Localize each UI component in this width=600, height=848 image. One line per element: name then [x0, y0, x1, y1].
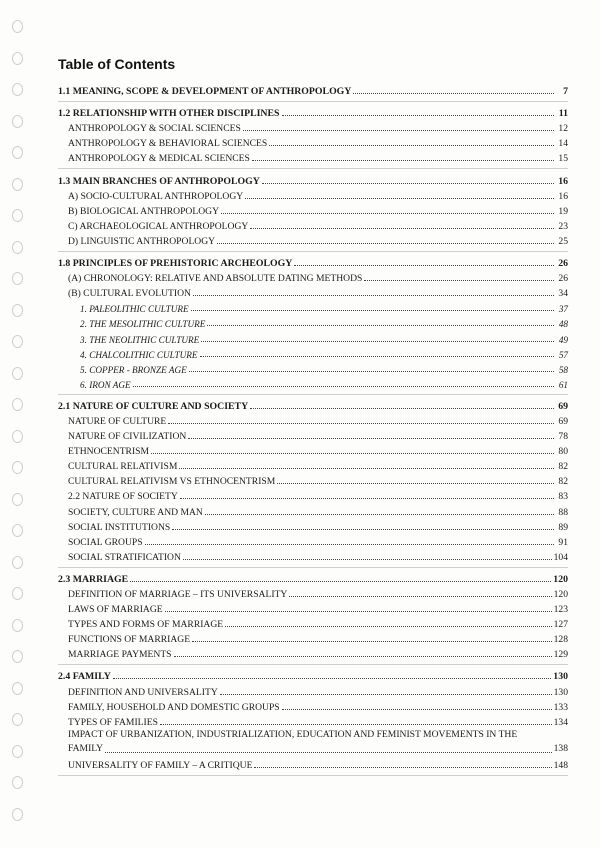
dot-leader [262, 183, 554, 184]
toc-entry-label: CULTURAL RELATIVISM VS ETHNOCENTRISM [68, 476, 276, 488]
toc-section [58, 80, 568, 102]
toc-entry[interactable] [58, 232, 568, 247]
toc-page-number: 82 [558, 461, 568, 473]
dot-leader [193, 295, 554, 296]
toc-section [58, 568, 568, 666]
toc-entry[interactable] [58, 682, 568, 697]
binding-holes [8, 20, 30, 840]
punch-hole [12, 335, 23, 348]
punch-hole [12, 524, 23, 537]
toc-entry[interactable] [58, 756, 568, 771]
toc-page-number: 128 [553, 634, 568, 646]
toc-heading[interactable] [58, 397, 568, 412]
toc-heading[interactable] [58, 570, 568, 585]
toc-entry-label: SOCIAL INSTITUTIONS [68, 521, 171, 533]
punch-hole [12, 776, 23, 789]
dot-leader [225, 626, 551, 627]
toc-entry-label: 1.1 MEANING, SCOPE & DEVELOPMENT OF ANTHROPOLOGY [58, 86, 352, 98]
toc-entry-label: 1.2 RELATIONSHIP WITH OTHER DISCIPLINES [58, 108, 280, 120]
toc-page-number: 49 [558, 334, 568, 345]
toc-page-number: 25 [558, 235, 568, 247]
dot-leader [289, 596, 551, 597]
toc-page-number: 19 [558, 205, 568, 217]
dot-leader [189, 371, 554, 372]
toc-entry[interactable] [58, 585, 568, 600]
toc-entry-label: C) ARCHAEOLOGICAL ANTHROPOLOGY [68, 220, 249, 232]
toc-entry-label: 2. THE MESOLITHIC CULTURE [80, 319, 206, 330]
punch-hole [12, 430, 23, 443]
toc-page-number: 91 [558, 536, 568, 548]
toc-page-number: 37 [558, 304, 568, 315]
toc-entry-label: 6. IRON AGE [80, 379, 131, 390]
toc-entry[interactable] [58, 533, 568, 548]
toc-entry[interactable] [58, 202, 568, 217]
punch-hole [12, 304, 23, 317]
toc-entry[interactable] [58, 217, 568, 232]
dot-leader [217, 243, 554, 244]
toc-heading[interactable] [58, 254, 568, 269]
dot-leader [201, 341, 554, 342]
punch-hole [12, 682, 23, 695]
toc-entry[interactable] [58, 548, 568, 563]
toc-page-number: 129 [553, 649, 568, 661]
punch-hole [12, 493, 23, 506]
dot-leader [174, 656, 552, 657]
toc-page-number: 123 [553, 604, 568, 616]
punch-hole [12, 461, 23, 474]
toc-entry[interactable] [58, 472, 568, 487]
toc-entry-label: FUNCTIONS OF MARRIAGE [68, 634, 191, 646]
toc-entry-label: 2.4 FAMILY [58, 671, 111, 683]
punch-hole [12, 20, 23, 33]
punch-hole [12, 556, 23, 569]
toc-entry[interactable] [58, 360, 568, 375]
toc-page-number: 134 [553, 716, 568, 728]
toc-entry-label: DEFINITION OF MARRIAGE – ITS UNIVERSALITY [68, 589, 288, 600]
dot-leader [180, 498, 554, 499]
dot-leader [168, 423, 554, 424]
toc-page-number: 34 [558, 288, 568, 300]
toc-page-number: 104 [553, 551, 568, 563]
toc-page-number: 83 [558, 491, 568, 503]
toc-entry-label: DEFINITION AND UNIVERSALITY [68, 686, 218, 698]
dot-leader [277, 483, 554, 484]
punch-hole [12, 713, 23, 726]
toc-entry[interactable] [58, 457, 568, 472]
toc-page-number: 130 [553, 671, 568, 683]
toc-entry[interactable] [58, 645, 568, 660]
punch-hole [12, 209, 23, 222]
punch-hole [12, 619, 23, 632]
dot-leader [145, 544, 554, 545]
toc-page-number: 120 [553, 589, 568, 600]
toc-entry-label: 1. PALEOLITHIC CULTURE [80, 304, 189, 315]
dot-leader [254, 767, 551, 768]
toc-entry-label: (A) CHRONOLOGY: RELATIVE AND ABSOLUTE DATING METHODS [68, 273, 363, 285]
toc-heading[interactable] [58, 82, 568, 97]
punch-hole [12, 115, 23, 128]
toc-entry-label-continued: FAMILY [68, 742, 104, 754]
dot-leader [105, 752, 552, 753]
toc-entry-label: LAWS OF MARRIAGE [68, 604, 163, 616]
toc-page-number: 61 [558, 379, 568, 390]
toc-entry-label: 3. THE NEOLITHIC CULTURE [80, 334, 200, 345]
dot-leader [205, 514, 554, 515]
toc-entry[interactable] [58, 713, 568, 728]
toc-entry[interactable] [58, 149, 568, 164]
toc-page-number: 15 [558, 153, 568, 165]
toc-page-number: 82 [558, 476, 568, 488]
punch-hole [12, 272, 23, 285]
punch-hole [12, 83, 23, 96]
toc-entry-label: SOCIAL STRATIFICATION [68, 551, 181, 563]
toc-entry-label: 4. CHALCOLITHIC CULTURE [80, 349, 198, 360]
toc-entry-label: A) SOCIO-CULTURAL ANTHROPOLOGY [68, 190, 244, 202]
dot-leader [364, 280, 554, 281]
toc-page-number: 130 [553, 686, 568, 698]
toc-page-number: 78 [558, 431, 568, 443]
dot-leader [200, 356, 555, 357]
toc-entry-label: ANTHROPOLOGY & BEHAVIORAL SCIENCES [68, 138, 268, 150]
toc-section [58, 395, 568, 568]
toc-entry-label: (B) CULTURAL EVOLUTION [68, 288, 191, 300]
punch-hole [12, 587, 23, 600]
toc-entry[interactable] [58, 284, 568, 299]
toc-entry[interactable] [58, 487, 568, 502]
toc-page-number: 23 [558, 220, 568, 232]
toc-page-number: 80 [558, 446, 568, 458]
toc-entry[interactable] [58, 134, 568, 149]
toc-page-number: 12 [558, 123, 568, 135]
toc-page-number: 14 [558, 138, 568, 150]
toc-entry-label: TYPES AND FORMS OF MARRIAGE [68, 619, 224, 631]
toc-list [58, 80, 568, 776]
dot-leader [250, 228, 554, 229]
toc-entry[interactable] [58, 698, 568, 713]
toc-entry[interactable] [58, 314, 568, 329]
toc-entry-label: 1.3 MAIN BRANCHES OF ANTHROPOLOGY [58, 175, 260, 187]
dot-leader [269, 145, 554, 146]
punch-hole [12, 745, 23, 758]
dot-leader [113, 678, 552, 679]
toc-entry[interactable] [58, 329, 568, 344]
toc-entry-label: SOCIETY, CULTURE AND MAN [68, 506, 203, 518]
dot-leader [191, 310, 554, 311]
dot-leader [221, 213, 554, 214]
toc-page-number: 127 [553, 619, 568, 631]
toc-page-number: 148 [553, 759, 568, 771]
toc-entry-label: 5. COPPER - BRONZE AGE [80, 364, 187, 375]
toc-entry-label: 2.1 NATURE OF CULTURE AND SOCIETY [58, 400, 249, 412]
toc-entry[interactable] [58, 615, 568, 630]
dot-leader [252, 160, 554, 161]
toc-entry[interactable] [58, 299, 568, 314]
toc-page-number: 48 [558, 319, 568, 330]
toc-section [58, 665, 568, 775]
toc-entry[interactable] [58, 269, 568, 284]
toc-entry[interactable] [58, 427, 568, 442]
toc-page-number: 7 [563, 86, 568, 98]
dot-leader [250, 408, 554, 409]
punch-hole [12, 367, 23, 380]
toc-section [58, 102, 568, 169]
dot-leader [188, 438, 554, 439]
toc-page-number: 16 [558, 175, 568, 187]
dot-leader [183, 559, 552, 560]
toc-page-number: 16 [558, 190, 568, 202]
toc-entry-label: SOCIAL GROUPS [68, 536, 143, 548]
toc-page-number: 69 [558, 400, 568, 412]
toc-entry-label: ETHNOCENTRISM [68, 446, 150, 458]
dot-leader [165, 611, 552, 612]
toc-page-number: 69 [558, 415, 568, 427]
toc-section [58, 252, 568, 395]
dot-leader [294, 265, 554, 266]
dot-leader [133, 386, 554, 387]
dot-leader [207, 325, 554, 326]
toc-page-number: 89 [558, 521, 568, 533]
dot-leader [245, 198, 554, 199]
toc-page-number: 57 [558, 349, 568, 360]
dot-leader [353, 93, 554, 94]
toc-entry[interactable] [58, 442, 568, 457]
toc-entry[interactable] [58, 518, 568, 533]
toc-entry[interactable] [58, 375, 568, 390]
toc-entry-label: 2.2 NATURE OF SOCIETY [68, 491, 178, 503]
toc-entry-label: 1.8 PRINCIPLES OF PREHISTORIC ARCHEOLOGY [58, 258, 293, 270]
toc-entry[interactable] [58, 502, 568, 517]
toc-page-number: 88 [558, 506, 568, 518]
toc-entry-label: NATURE OF CULTURE [68, 415, 167, 427]
toc-entry[interactable] [58, 630, 568, 645]
toc-entry[interactable] [58, 412, 568, 427]
toc-entry-label: UNIVERSALITY OF FAMILY – A CRITIQUE [68, 759, 253, 771]
dot-leader [243, 130, 554, 131]
dot-leader [160, 724, 552, 725]
toc-page-number: 11 [558, 108, 568, 120]
toc-entry-label: ANTHROPOLOGY & MEDICAL SCIENCES [68, 153, 250, 165]
dot-leader [282, 709, 552, 710]
toc-entry-label: ANTHROPOLOGY & SOCIAL SCIENCES [68, 123, 241, 135]
toc-entry-label: MARRIAGE PAYMENTS [68, 649, 172, 661]
dot-leader [282, 115, 555, 116]
toc-heading[interactable] [58, 104, 568, 119]
toc-entry-label: NATURE OF CIVILIZATION [68, 431, 187, 443]
toc-entry-label: B) BIOLOGICAL ANTHROPOLOGY [68, 205, 220, 217]
toc-entry-label: TYPES OF FAMILIES [68, 716, 158, 728]
dot-leader [192, 641, 552, 642]
toc-page-number: 26 [558, 273, 568, 285]
toc-entry[interactable] [58, 600, 568, 615]
dot-leader [220, 694, 552, 695]
toc-heading[interactable] [58, 667, 568, 682]
toc-section [58, 169, 568, 251]
dot-leader [179, 468, 554, 469]
toc-entry[interactable] [58, 728, 568, 756]
punch-hole [12, 52, 23, 65]
dot-leader [130, 581, 551, 582]
toc-entry-label: CULTURAL RELATIVISM [68, 461, 178, 473]
dot-leader [151, 453, 554, 454]
page-title: Table of Contents [58, 56, 176, 72]
toc-entry[interactable] [58, 187, 568, 202]
dot-leader [172, 529, 554, 530]
toc-page-number: 138 [553, 742, 568, 754]
punch-hole [12, 178, 23, 191]
toc-entry-label: IMPACT OF URBANIZATION, INDUSTRIALIZATION, EDUCATION AND FEMINIST MOVEMENTS IN THE [68, 728, 518, 740]
punch-hole [12, 808, 23, 821]
toc-entry-label: D) LINGUISTIC ANTHROPOLOGY [68, 235, 216, 247]
toc-entry-label: 2.3 MARRIAGE [58, 573, 129, 585]
punch-hole [12, 146, 23, 159]
punch-hole [12, 241, 23, 254]
toc-page-number: 120 [553, 573, 568, 585]
toc-page-number: 58 [558, 364, 568, 375]
toc-entry-label: FAMILY, HOUSEHOLD AND DOMESTIC GROUPS [68, 701, 280, 713]
toc-entry[interactable] [58, 345, 568, 360]
punch-hole [12, 650, 23, 663]
toc-entry[interactable] [58, 119, 568, 134]
toc-heading[interactable] [58, 171, 568, 186]
toc-page-number: 26 [558, 258, 568, 270]
punch-hole [12, 398, 23, 411]
toc-page-number: 133 [553, 701, 568, 713]
